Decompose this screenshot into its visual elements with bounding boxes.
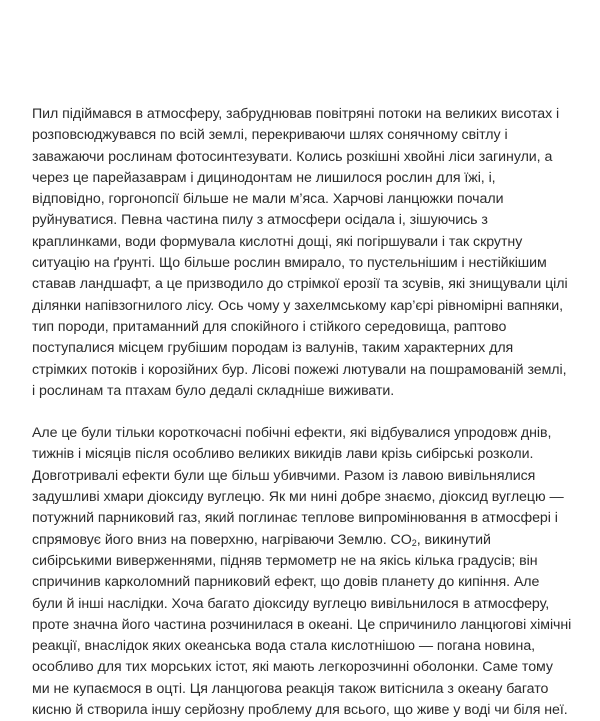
paragraph-2-text-before: Але це були тільки короткочасні побічні ефекти, які відбувалися упродовж днів, тижнів і місяців після особливо великих викидів лави крізь сибірські розколи. Довготривалі ефекти були ще більш убивчими. Разом із лавою вивільнялися задушливі хмари діоксиду вуглецю. Як ми нині добре знаємо, діоксид вуглецю — потужний парниковий газ, який поглинає теплове випромінювання в атмосфері і спрямовує його вниз на поверхню, нагріваючи Землю. CO (32, 425, 564, 548)
co2-subscript: 2 (411, 537, 417, 548)
paragraph-1 (32, 104, 572, 402)
paragraph-2 (32, 423, 572, 721)
book-page (32, 104, 572, 721)
paragraph-1-text: Пил підіймався в атмосферу, забруднював повітряні потоки на великих висотах і розповсюджувався по всій землі, перекриваючи шлях сонячному світлу і заважаючи рослинам фотосинтезувати. Колись розкішні хвойні ліси загинули, а через це парейазаврам і дицинодонтам не лишилося рослин для їжі, і, відповідно, горгонопсії більше не мали м’яса. Харчові ланцюжки почали руйнуватися. Певна частина пилу з атмосфери осідала і, зішуючись з краплинками, води формувала кислотні дощі, які погіршували і так скрутну ситуацію на ґрунті. Що більше рослин вмирало, то пустельнішим і нестійкішим ставав ландшафт, а це призводило до стрімкої ерозії та зсувів, які знищували цілі ділянки напівзогнилого лісу. Ось чому у захелмському кар’єрі рівномірні вапняки, тип породи, притаманний для спокійного і стійкого середовища, раптово поступалися місцем грубішим породам із валунів, таким характерних для стрімких потоків і корозійних бур. Лісові пожежі лютували на пошрамованій землі, і рослинам та птахам було дедалі складніше виживати. (32, 106, 568, 399)
paragraph-2-text-after: , викинутий сибірськими виверженнями, підняв термометр не на якісь кілька градусів; він спричинив карколомний парниковий ефект, що довів планету до кипіння. Але були й інші наслідки. Хоча багато діоксиду вуглецю вивільнилося в атмосферу, проте значна його частина розчинилася в океані. Це спричинило ланцюгові хімічні реакції, внаслідок яких океанська вода стала кислотнішою — погана новина, особливо для тих морських істот, які мають легкорозчинні оболонки. Саме тому ми не купаємося в оцті. Ця ланцюгова реакція також витіснила з океану багато кисню й створила іншу серйозну проблему для всього, що живе у воді чи біля неї. (32, 531, 572, 719)
